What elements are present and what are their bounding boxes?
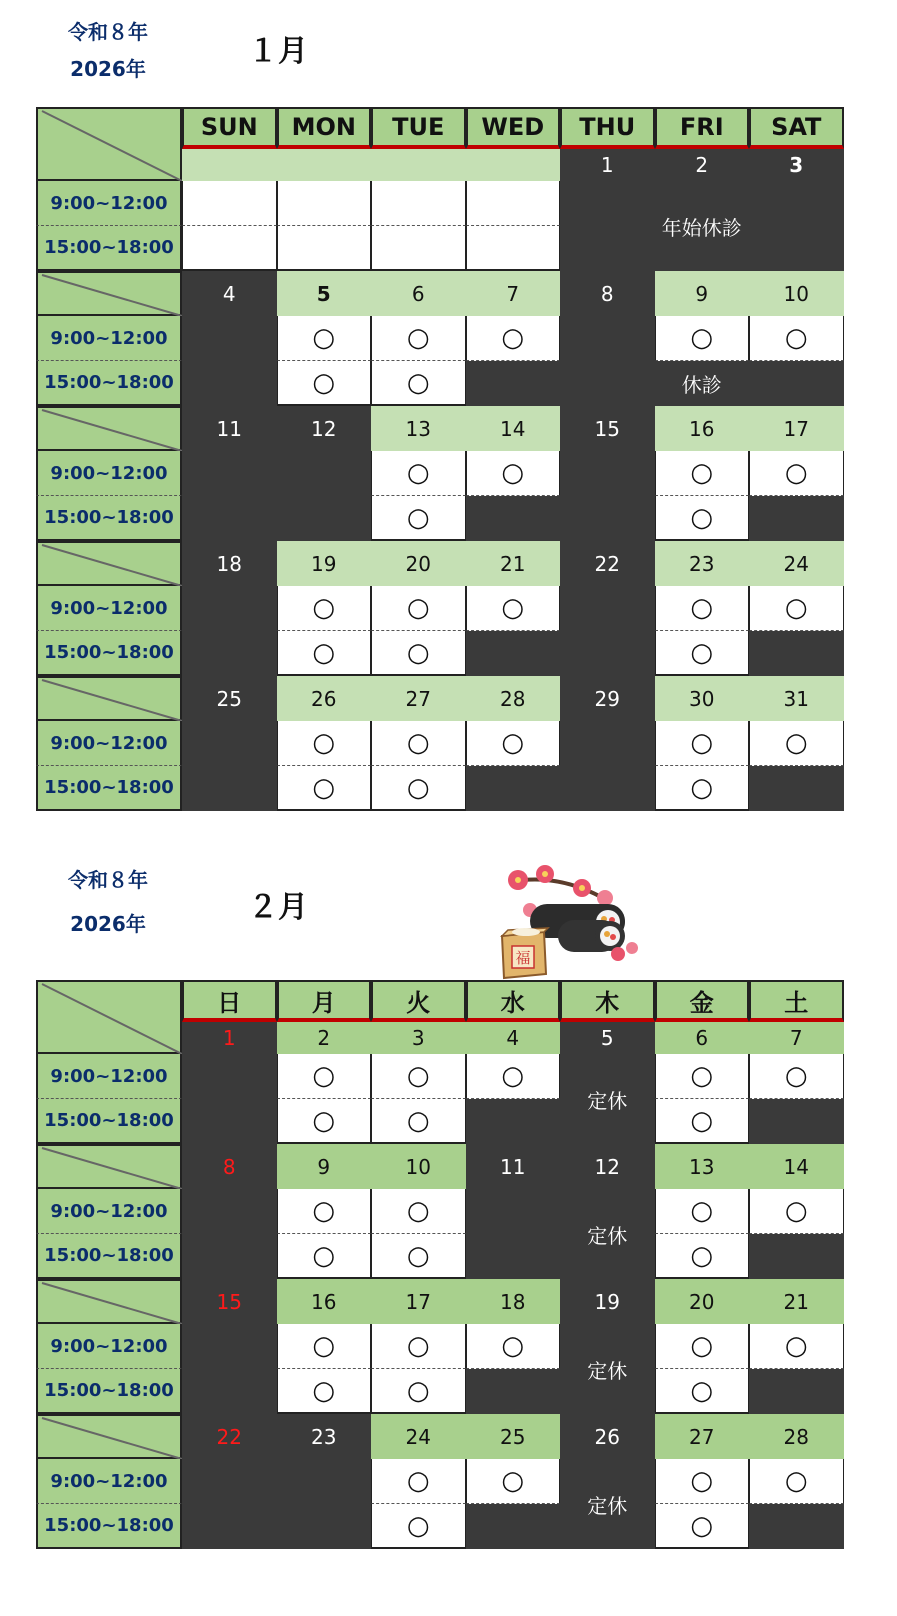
closed-slot-am (182, 1189, 277, 1234)
closed-slot-pm (749, 1099, 844, 1144)
open-mark: ○ (784, 1466, 808, 1496)
slot-am (466, 1054, 561, 1099)
day-number: 7 (749, 1022, 844, 1054)
corner-cell (36, 1414, 182, 1459)
slot-pm (371, 766, 466, 811)
open-mark: ○ (312, 1061, 336, 1091)
slot-am (277, 1189, 372, 1234)
feb-era-label: 令和８年 (68, 868, 148, 892)
day-number: 7 (466, 271, 561, 316)
day-number: 1 (182, 1022, 277, 1054)
weekday-header-0: 日 (182, 980, 277, 1022)
slot-am (371, 1189, 466, 1234)
slot-am (749, 586, 844, 631)
closed-slot-pm (182, 766, 277, 811)
corner-cell (36, 541, 182, 586)
empty-slot-pm (182, 226, 277, 271)
closed-slot-am (182, 1459, 277, 1504)
weekday-header-4: THU (560, 107, 655, 149)
closed-slot-pm (182, 1234, 277, 1279)
slot-am (655, 1324, 750, 1369)
day-number: 27 (655, 1414, 750, 1459)
jan-year-label: 2026年 (70, 57, 146, 81)
time-label-am: 9:00~12:00 (36, 1054, 182, 1099)
slot-am (655, 1189, 750, 1234)
open-mark: ○ (690, 458, 714, 488)
masu-box-icon (502, 928, 548, 978)
feb-month-title: ２月 (248, 890, 308, 925)
weekday-header-5: FRI (655, 107, 750, 149)
open-mark: ○ (690, 1510, 714, 1541)
slot-am (749, 1459, 844, 1504)
slot-pm (655, 631, 750, 676)
slot-pm (655, 1369, 750, 1414)
weekday-header-3: WED (466, 107, 561, 149)
open-mark: ○ (312, 1105, 336, 1136)
day-number: 6 (371, 271, 466, 316)
closed-slot-am (182, 316, 277, 361)
time-label-pm: 15:00~18:00 (36, 766, 182, 811)
slot-pm (277, 631, 372, 676)
day-number: 31 (749, 676, 844, 721)
slot-am (371, 451, 466, 496)
closed-note: 定休 (560, 1324, 655, 1414)
open-mark: ○ (406, 1061, 430, 1091)
day-number: 2 (655, 149, 750, 181)
time-label-pm: 15:00~18:00 (36, 361, 182, 406)
slot-am (655, 316, 750, 361)
day-number: 12 (560, 1144, 655, 1189)
empty-slot-pm (277, 226, 372, 271)
time-label-am: 9:00~12:00 (36, 316, 182, 361)
day-number: 28 (466, 676, 561, 721)
day-number: 3 (371, 1022, 466, 1054)
closed-note: 年始休診 (560, 181, 844, 271)
open-mark: ○ (312, 1375, 336, 1406)
slot-am (371, 1459, 466, 1504)
open-mark: ○ (501, 323, 525, 353)
slot-am (466, 721, 561, 766)
day-number (466, 149, 561, 181)
weekday-header-5: 金 (655, 980, 750, 1022)
day-number: 6 (655, 1022, 750, 1054)
weekday-header-1: 月 (277, 980, 372, 1022)
day-number: 11 (466, 1144, 561, 1189)
time-label-pm: 15:00~18:00 (36, 1504, 182, 1549)
day-number: 16 (277, 1279, 372, 1324)
open-mark: ○ (312, 323, 336, 353)
closed-slot-pm (749, 496, 844, 541)
day-number: 22 (560, 541, 655, 586)
open-mark: ○ (784, 728, 808, 758)
day-number: 26 (560, 1414, 655, 1459)
open-mark: ○ (406, 1466, 430, 1496)
open-mark: ○ (501, 1061, 525, 1091)
closed-slot-pm (182, 631, 277, 676)
slot-am (371, 586, 466, 631)
slot-pm (655, 1099, 750, 1144)
weekday-header-4: 木 (560, 980, 655, 1022)
open-mark: ○ (690, 728, 714, 758)
open-mark: ○ (690, 1196, 714, 1226)
empty-slot-am (277, 181, 372, 226)
closed-slot-pm (749, 631, 844, 676)
day-number: 8 (182, 1144, 277, 1189)
open-mark: ○ (690, 1105, 714, 1136)
slot-pm (371, 1099, 466, 1144)
day-number: 14 (466, 406, 561, 451)
empty-slot-pm (466, 226, 561, 271)
closed-slot-pm (466, 496, 561, 541)
closed-slot-pm (560, 361, 655, 406)
closed-slot-pm (182, 361, 277, 406)
closed-slot-pm (749, 1369, 844, 1414)
closed-slot-pm (182, 1504, 277, 1549)
open-mark: ○ (690, 1331, 714, 1361)
closed-slot-am (277, 1459, 372, 1504)
day-number: 16 (655, 406, 750, 451)
corner-cell (36, 406, 182, 451)
day-number: 19 (560, 1279, 655, 1324)
open-mark: ○ (784, 1331, 808, 1361)
slot-am (371, 1054, 466, 1099)
weekday-header-3: 水 (466, 980, 561, 1022)
jan-era-label: 令和８年 (68, 20, 148, 44)
time-label-pm: 15:00~18:00 (36, 1369, 182, 1414)
open-mark: ○ (690, 772, 714, 803)
closed-slot-am (182, 451, 277, 496)
open-mark: ○ (501, 1331, 525, 1361)
closed-slot-am (560, 316, 655, 361)
open-mark: ○ (784, 1061, 808, 1091)
slot-am (749, 1189, 844, 1234)
closed-slot-pm (749, 361, 844, 406)
closed-slot-am (466, 1189, 561, 1234)
corner-cell (36, 676, 182, 721)
slot-am (749, 1054, 844, 1099)
closed-note: 定休 (560, 1054, 655, 1144)
day-number: 25 (182, 676, 277, 721)
slot-am (749, 451, 844, 496)
corner-cell (36, 271, 182, 316)
slot-am (277, 1324, 372, 1369)
day-number: 9 (277, 1144, 372, 1189)
closed-slot-pm (182, 1099, 277, 1144)
time-label-pm: 15:00~18:00 (36, 496, 182, 541)
day-number: 24 (371, 1414, 466, 1459)
day-number (277, 149, 372, 181)
closed-slot-am (182, 586, 277, 631)
weekday-header-0: SUN (182, 107, 277, 149)
weekday-header-1: MON (277, 107, 372, 149)
corner-cell (36, 107, 182, 181)
slot-pm (655, 496, 750, 541)
day-number: 23 (277, 1414, 372, 1459)
empty-slot-am (182, 181, 277, 226)
empty-slot-am (371, 181, 466, 226)
closed-slot-pm (749, 766, 844, 811)
open-mark: ○ (501, 458, 525, 488)
closed-slot-pm (466, 631, 561, 676)
day-number: 28 (749, 1414, 844, 1459)
open-mark: ○ (406, 637, 430, 668)
open-mark: ○ (406, 1196, 430, 1226)
open-mark: ○ (690, 1061, 714, 1091)
slot-pm (655, 766, 750, 811)
day-number: 18 (466, 1279, 561, 1324)
ehomaki-roll-icon (530, 904, 638, 961)
slot-pm (277, 361, 372, 406)
day-number: 29 (560, 676, 655, 721)
open-mark: ○ (406, 1240, 430, 1271)
closed-slot-pm (277, 1504, 372, 1549)
corner-cell (36, 1279, 182, 1324)
day-number: 2 (277, 1022, 372, 1054)
closed-slot-pm (466, 361, 561, 406)
weekday-header-6: SAT (749, 107, 844, 149)
day-number: 5 (560, 1022, 655, 1054)
open-mark: ○ (690, 1466, 714, 1496)
day-number: 25 (466, 1414, 561, 1459)
day-number: 23 (655, 541, 750, 586)
slot-am (466, 316, 561, 361)
slot-am (749, 316, 844, 361)
open-mark: ○ (690, 502, 714, 533)
slot-am (655, 1054, 750, 1099)
day-number: 15 (182, 1279, 277, 1324)
open-mark: ○ (784, 1196, 808, 1226)
day-number: 30 (655, 676, 750, 721)
open-mark: ○ (406, 458, 430, 488)
slot-pm (371, 1234, 466, 1279)
day-number: 19 (277, 541, 372, 586)
closed-note: 休診 (655, 361, 750, 406)
closed-slot-am (560, 721, 655, 766)
closed-slot-pm (466, 1234, 561, 1279)
open-mark: ○ (406, 323, 430, 353)
open-mark: ○ (312, 728, 336, 758)
weekday-header-2: 火 (371, 980, 466, 1022)
time-label-am: 9:00~12:00 (36, 451, 182, 496)
day-number: 20 (371, 541, 466, 586)
day-number: 12 (277, 406, 372, 451)
slot-am (655, 721, 750, 766)
day-number: 1 (560, 149, 655, 181)
closed-slot-pm (182, 496, 277, 541)
slot-pm (655, 1504, 750, 1549)
closed-slot-am (277, 451, 372, 496)
slot-pm (277, 1099, 372, 1144)
slot-am (749, 721, 844, 766)
jan-month-title: １月 (248, 34, 308, 69)
slot-pm (277, 1234, 372, 1279)
closed-slot-pm (749, 1504, 844, 1549)
slot-pm (371, 1504, 466, 1549)
open-mark: ○ (501, 593, 525, 623)
day-number: 21 (466, 541, 561, 586)
time-label-am: 9:00~12:00 (36, 586, 182, 631)
slot-am (655, 1459, 750, 1504)
closed-note: 定休 (560, 1459, 655, 1549)
closed-slot-pm (749, 1234, 844, 1279)
slot-pm (371, 496, 466, 541)
closed-slot-pm (560, 766, 655, 811)
slot-pm (371, 631, 466, 676)
closed-slot-pm (182, 1369, 277, 1414)
open-mark: ○ (784, 323, 808, 353)
closed-slot-am (182, 1054, 277, 1099)
open-mark: ○ (312, 1196, 336, 1226)
slot-pm (371, 1369, 466, 1414)
day-number: 11 (182, 406, 277, 451)
day-number: 22 (182, 1414, 277, 1459)
day-number: 21 (749, 1279, 844, 1324)
day-number: 13 (371, 406, 466, 451)
closed-slot-am (560, 451, 655, 496)
day-number: 10 (749, 271, 844, 316)
slot-am (466, 586, 561, 631)
open-mark: ○ (312, 593, 336, 623)
open-mark: ○ (406, 502, 430, 533)
slot-am (466, 451, 561, 496)
open-mark: ○ (406, 1331, 430, 1361)
closed-note: 定休 (560, 1189, 655, 1279)
open-mark: ○ (312, 367, 336, 398)
open-mark: ○ (690, 1240, 714, 1271)
weekday-header-6: 土 (749, 980, 844, 1022)
closed-slot-am (560, 586, 655, 631)
day-number: 9 (655, 271, 750, 316)
open-mark: ○ (784, 458, 808, 488)
closed-slot-pm (466, 1099, 561, 1144)
slot-pm (655, 1234, 750, 1279)
closed-slot-pm (466, 1504, 561, 1549)
slot-am (466, 1459, 561, 1504)
slot-am (749, 1324, 844, 1369)
open-mark: ○ (690, 1375, 714, 1406)
time-label-pm: 15:00~18:00 (36, 226, 182, 271)
time-label-pm: 15:00~18:00 (36, 1099, 182, 1144)
open-mark: ○ (501, 728, 525, 758)
slot-pm (371, 361, 466, 406)
day-number: 4 (466, 1022, 561, 1054)
corner-cell (36, 1144, 182, 1189)
day-number: 26 (277, 676, 372, 721)
slot-am (277, 586, 372, 631)
open-mark: ○ (690, 637, 714, 668)
closed-slot-am (182, 1324, 277, 1369)
empty-slot-am (466, 181, 561, 226)
closed-slot-am (182, 721, 277, 766)
time-label-am: 9:00~12:00 (36, 181, 182, 226)
day-number: 18 (182, 541, 277, 586)
weekday-header-2: TUE (371, 107, 466, 149)
day-number: 4 (182, 271, 277, 316)
slot-am (277, 1054, 372, 1099)
corner-cell (36, 980, 182, 1054)
open-mark: ○ (501, 1466, 525, 1496)
slot-am (277, 316, 372, 361)
closed-slot-pm (466, 1369, 561, 1414)
time-label-pm: 15:00~18:00 (36, 631, 182, 676)
open-mark: ○ (312, 1331, 336, 1361)
time-label-pm: 15:00~18:00 (36, 1234, 182, 1279)
day-number: 14 (749, 1144, 844, 1189)
slot-am (371, 1324, 466, 1369)
day-number (371, 149, 466, 181)
day-number: 8 (560, 271, 655, 316)
open-mark: ○ (406, 1510, 430, 1541)
time-label-am: 9:00~12:00 (36, 1189, 182, 1234)
open-mark: ○ (690, 323, 714, 353)
open-mark: ○ (784, 593, 808, 623)
feb-year-label: 2026年 (70, 912, 146, 936)
setsubun-illustration (500, 862, 645, 982)
closed-slot-pm (277, 496, 372, 541)
slot-am (655, 586, 750, 631)
open-mark: ○ (312, 1240, 336, 1271)
time-label-am: 9:00~12:00 (36, 1324, 182, 1369)
time-label-am: 9:00~12:00 (36, 721, 182, 766)
time-label-am: 9:00~12:00 (36, 1459, 182, 1504)
empty-slot-pm (371, 226, 466, 271)
open-mark: ○ (406, 728, 430, 758)
day-number: 10 (371, 1144, 466, 1189)
slot-am (655, 451, 750, 496)
day-number: 27 (371, 676, 466, 721)
closed-slot-pm (560, 496, 655, 541)
day-number: 5 (277, 271, 372, 316)
slot-am (371, 316, 466, 361)
open-mark: ○ (406, 367, 430, 398)
open-mark: ○ (406, 593, 430, 623)
day-number: 13 (655, 1144, 750, 1189)
day-number (182, 149, 277, 181)
day-number: 17 (749, 406, 844, 451)
day-number: 15 (560, 406, 655, 451)
day-number: 3 (749, 149, 844, 181)
closed-slot-pm (560, 631, 655, 676)
slot-am (466, 1324, 561, 1369)
svg-text:福: 福 (515, 949, 531, 967)
open-mark: ○ (406, 1375, 430, 1406)
open-mark: ○ (690, 593, 714, 623)
open-mark: ○ (406, 1105, 430, 1136)
day-number: 24 (749, 541, 844, 586)
slot-am (277, 721, 372, 766)
day-number: 20 (655, 1279, 750, 1324)
open-mark: ○ (406, 772, 430, 803)
closed-slot-pm (466, 766, 561, 811)
slot-am (371, 721, 466, 766)
slot-pm (277, 766, 372, 811)
day-number: 17 (371, 1279, 466, 1324)
open-mark: ○ (312, 772, 336, 803)
slot-pm (277, 1369, 372, 1414)
open-mark: ○ (312, 637, 336, 668)
